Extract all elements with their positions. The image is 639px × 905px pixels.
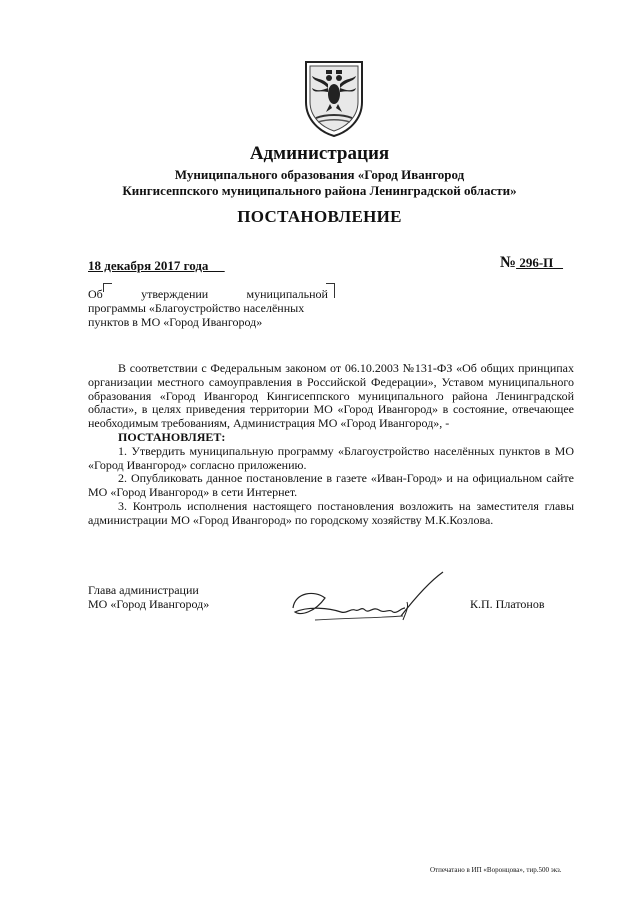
number-value: 296-П (516, 255, 564, 270)
preamble-paragraph: В соответствии с Федеральным законом от 06.10.2003 №131-ФЗ «Об общих принципах организации местного самоуправления в Российской Федерации», Уставом муниципального образования «Город Ивангород Кингисеппского муниципального района Ленинградской области», в целях приведения территории МО «Город Ивангород» в состояние, отвечающее необходимым требованиям, Администрация МО «Город Ивангород», - (88, 361, 574, 431)
subject-word-2: утверждении (141, 287, 209, 301)
document-number (500, 254, 563, 272)
signatory-title-line-1: Глава администрации (88, 583, 199, 597)
number-sign: № (500, 254, 517, 271)
document-body (88, 362, 574, 528)
print-footer: Отпечатано в ИП «Воронцова», тир.500 экз. (430, 866, 562, 874)
document-type: ПОСТАНОВЛЕНИЕ (237, 207, 402, 226)
decree-item-1: 1. Утвердить муниципальную программу «Благоустройство населённых пунктов в МО «Город Ивангород» согласно приложению. (88, 443, 574, 472)
signatory-title-line-2: МО «Город Ивангород» (88, 597, 210, 611)
signatory-name: К.П. Платонов (470, 597, 545, 611)
decree-item-2: 2. Опубликовать данное постановление в газете «Иван-Город» и на официальном сайте МО «Город Ивангород» в сети Интернет. (88, 471, 574, 500)
signatory-title (88, 583, 209, 611)
org-line-1: Муниципального образования «Город Ивангород (174, 167, 465, 182)
coat-of-arms-emblem (302, 58, 366, 138)
handwritten-signature (285, 568, 455, 638)
subject-word-1: Об (88, 287, 103, 301)
org-title: Администрация (249, 143, 390, 164)
decree-item-3: 3. Контроль исполнения настоящего постановления возложить на заместителя главы администрации МО «Город Ивангород» по городскому хозяйству М.К.Козлова. (88, 498, 574, 527)
document-subject (88, 287, 328, 329)
document-date: 18 декабря 2017 года (88, 258, 225, 273)
decree-heading: ПОСТАНОВЛЯЕТ: (118, 429, 226, 444)
subject-word-3: муниципальной (246, 287, 328, 301)
org-line-2: Кингисеппского муниципального района Ленинградской области» (122, 183, 517, 198)
subject-rest: программы «Благоустройство населённых пунктов в МО «Город Ивангород» (88, 301, 305, 329)
